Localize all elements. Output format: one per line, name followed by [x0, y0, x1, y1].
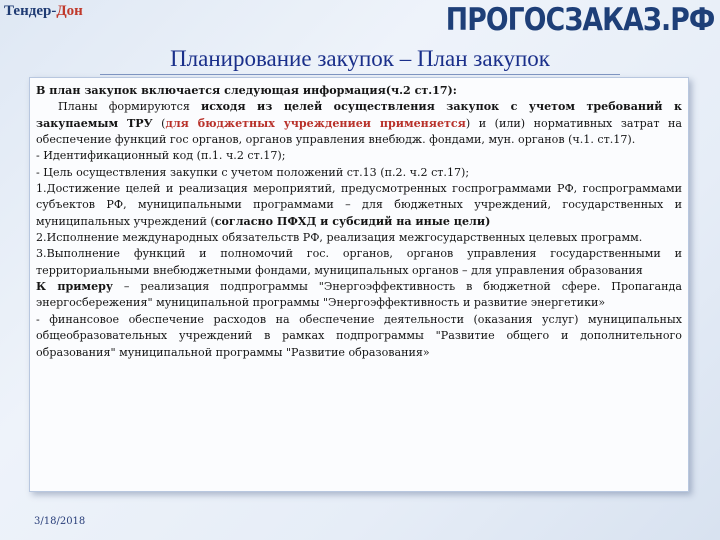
paragraph-financing: - финансовое обеспечение расходов на обеспечение деятельности (оказания услуг) муниципальных общеобразовательных учреждений в рамках подпрограммы "Развитие общего и дополнительного образования" муниципальной программы "Развитие образования» — [36, 312, 682, 359]
p1-text-bold: исходя из целей осуществления закупок с учетом требований к закупаемым ТРУ — [36, 100, 682, 130]
page-title: Планирование закупок – План закупок — [170, 46, 550, 71]
paragraph-example — [36, 279, 682, 312]
paragraph-item-2: 2.Исполнение международных обязательств РФ, реализация межгосударственных целевых программ. — [36, 231, 643, 245]
brand-logo-progoszakaz: ПРОГОСЗАКАЗ.РФ — [445, 2, 714, 38]
p4-text-bold: согласно ПФХД и субсидий на иные цели) — [214, 214, 491, 228]
brand-left-part1: Тендер- — [4, 3, 57, 19]
p1-text-e: ) и (или) нормативных затрат на обеспечение функций гос органов, органов управления внебюдж. фондами, мун. органов (ч.1. ст.17). — [36, 116, 683, 147]
intro-paragraph: В план закупок включается следующая информация(ч.2 ст.17): — [36, 84, 457, 97]
p1-text-red: для бюджетных учреждениеи применяется — [165, 116, 466, 130]
content-card — [29, 77, 689, 492]
paragraph-plans — [36, 99, 682, 148]
p1-text-c: ( — [152, 116, 166, 130]
title-divider — [100, 74, 620, 75]
p4-text-a: 1.Достижение целей и реализация мероприятий, предусмотренных госпрограммами РФ, госпрограммами субъектов РФ, муниципальными программами – для бюджетных учреждений, государственных и муниципальных учреждений ( — [36, 182, 682, 228]
slide-date: 3/18/2018 — [34, 516, 86, 527]
paragraph-purpose: - Цель осуществления закупки с учетом положений ст.13 (п.2. ч.2 ст.17); — [36, 165, 470, 179]
brand-logo-tender-don — [4, 3, 83, 20]
paragraph-item-1 — [36, 181, 682, 230]
p1-text-a: Планы формируются — [58, 100, 201, 114]
paragraph-item-3: 3.Выполнение функций и полномочий гос. органов, органов управления государственными и территориальными внебюджетными фондами, муниципальных органов – для управления образования — [36, 247, 682, 277]
p7-text-bold: К примеру — [36, 280, 113, 294]
paragraph-id-code: - Идентификационный код (п.1. ч.2 ст.17); — [36, 149, 286, 163]
p7-text-b: – реализация подпрограммы "Энергоэффективность в бюджетной сфере. Пропаганда энергосбережения" муниципальной программы "Энергоэффективность и развитие энергетики» — [36, 280, 682, 310]
brand-left-part2: Дон — [56, 3, 83, 19]
